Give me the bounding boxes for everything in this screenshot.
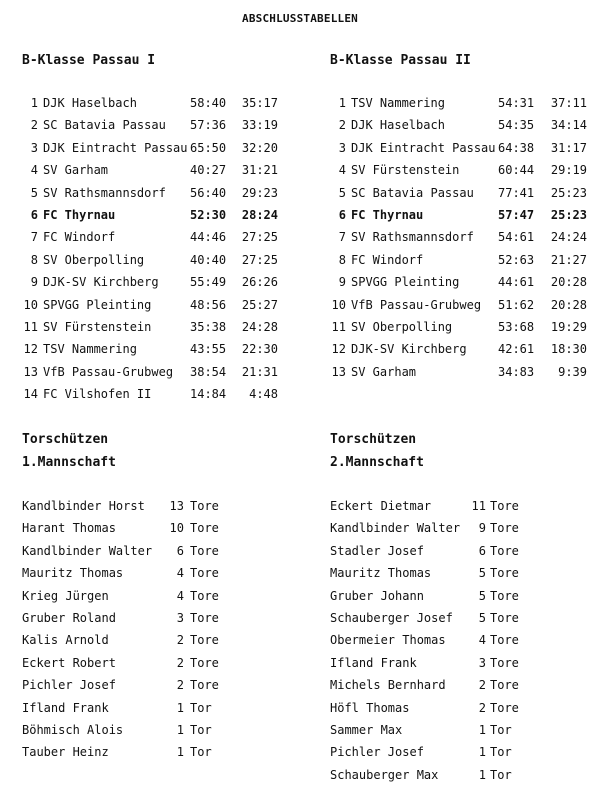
scorer-unit: Tore bbox=[190, 633, 219, 648]
page-title: ABSCHLUSSTABELLEN bbox=[242, 12, 358, 25]
team-cell: SV Rathsmannsdorf bbox=[351, 230, 474, 245]
scorers-list bbox=[330, 499, 600, 790]
scorer-unit: Tore bbox=[490, 678, 519, 693]
team-cell: TSV Nammering bbox=[43, 342, 137, 357]
rank-cell: 12 bbox=[23, 342, 38, 357]
points-cell: 24:28 bbox=[241, 319, 278, 334]
rank-cell: 12 bbox=[331, 342, 346, 357]
table-row bbox=[330, 118, 600, 140]
scorer-name: Stadler Josef bbox=[330, 543, 424, 558]
team-cell: SV Oberpolling bbox=[43, 252, 145, 267]
scorer-name: Obermeier Thomas bbox=[330, 633, 446, 648]
table-row bbox=[330, 320, 600, 342]
table-row bbox=[22, 118, 292, 140]
points-cell: 25:23 bbox=[550, 185, 587, 200]
rank-cell: 10 bbox=[23, 297, 38, 312]
rank-cell: 2 bbox=[30, 118, 38, 133]
team-cell: SV Rathsmannsdorf bbox=[43, 185, 166, 200]
scorer-unit: Tor bbox=[490, 767, 512, 782]
team-cell: FC Vilshofen II bbox=[43, 387, 152, 402]
list-item bbox=[22, 701, 312, 723]
goals-cell: 58:40 bbox=[190, 96, 227, 110]
scorer-name: Kandlbinder Walter bbox=[22, 543, 153, 558]
team-cell: FC Windorf bbox=[351, 252, 424, 267]
scorer-unit: Tore bbox=[190, 588, 219, 603]
scorers-subheading: 2.Mannschaft bbox=[330, 455, 424, 470]
list-item bbox=[22, 633, 312, 655]
scorer-unit: Tore bbox=[490, 499, 519, 513]
goals-cell: 44:46 bbox=[190, 230, 227, 245]
scorer-unit: Tore bbox=[490, 610, 519, 625]
scorer-unit: Tore bbox=[490, 633, 519, 648]
table-row bbox=[330, 230, 600, 252]
team-cell: FC Windorf bbox=[43, 230, 116, 245]
scorer-count: 4 bbox=[478, 633, 486, 648]
scorers-heading: Torschützen bbox=[330, 432, 417, 447]
list-item bbox=[330, 745, 600, 767]
scorer-count: 1 bbox=[176, 745, 184, 760]
team-cell: FC Thyrnau bbox=[351, 207, 424, 222]
scorer-name: Gruber Johann bbox=[330, 588, 424, 603]
scorer-name: Ifland Frank bbox=[22, 700, 109, 715]
scorer-count: 13 bbox=[169, 499, 184, 513]
scorer-unit: Tor bbox=[190, 700, 212, 715]
points-cell: 29:23 bbox=[241, 185, 278, 200]
league-heading: B-Klasse Passau II bbox=[330, 53, 471, 68]
table-row bbox=[22, 253, 292, 275]
rank-cell: 1 bbox=[338, 96, 346, 110]
list-item bbox=[330, 544, 600, 566]
goals-cell: 52:63 bbox=[498, 252, 535, 267]
goals-cell: 64:38 bbox=[498, 140, 535, 155]
rank-cell: 6 bbox=[30, 207, 38, 222]
table-row bbox=[22, 320, 292, 342]
goals-cell: 57:36 bbox=[190, 118, 227, 133]
scorer-count: 1 bbox=[176, 700, 184, 715]
list-item bbox=[22, 544, 312, 566]
rank-cell: 6 bbox=[338, 207, 346, 222]
scorer-name: Pichler Josef bbox=[330, 745, 424, 760]
goals-cell: 35:38 bbox=[190, 319, 227, 334]
goals-cell: 42:61 bbox=[498, 342, 535, 357]
scorer-unit: Tore bbox=[490, 566, 519, 581]
scorer-name: Kandlbinder Walter bbox=[330, 521, 461, 536]
list-item bbox=[330, 566, 600, 588]
goals-cell: 77:41 bbox=[498, 185, 535, 200]
scorer-count: 2 bbox=[176, 678, 184, 693]
points-cell: 34:14 bbox=[550, 118, 587, 133]
team-cell: SV Oberpolling bbox=[351, 319, 453, 334]
list-item bbox=[22, 656, 312, 678]
team-cell: FC Thyrnau bbox=[43, 207, 116, 222]
team-cell: SC Batavia Passau bbox=[43, 118, 166, 133]
scorer-unit: Tore bbox=[490, 655, 519, 670]
goals-cell: 52:30 bbox=[190, 207, 227, 222]
team-cell: SPVGG Pleinting bbox=[351, 275, 460, 290]
points-cell: 20:28 bbox=[550, 275, 587, 290]
table-row bbox=[22, 96, 292, 118]
scorer-count: 4 bbox=[176, 566, 184, 581]
scorer-count: 1 bbox=[176, 722, 184, 737]
scorer-count: 2 bbox=[478, 678, 486, 693]
team-cell: DJK-SV Kirchberg bbox=[43, 275, 159, 290]
scorer-count: 1 bbox=[478, 745, 486, 760]
league-column-1 bbox=[22, 0, 312, 799]
list-item bbox=[330, 701, 600, 723]
scorer-unit: Tor bbox=[490, 722, 512, 737]
table-row bbox=[22, 186, 292, 208]
points-cell: 9:39 bbox=[558, 364, 587, 379]
goals-cell: 54:31 bbox=[498, 96, 535, 110]
scorer-unit: Tore bbox=[490, 543, 519, 558]
scorer-name: Ifland Frank bbox=[330, 655, 417, 670]
rank-cell: 2 bbox=[338, 118, 346, 133]
scorer-name: Kalis Arnold bbox=[22, 633, 109, 648]
rank-cell: 5 bbox=[30, 185, 38, 200]
points-cell: 4:48 bbox=[249, 387, 278, 402]
rank-cell: 10 bbox=[331, 297, 346, 312]
scorer-name: Pichler Josef bbox=[22, 678, 116, 693]
rank-cell: 11 bbox=[23, 319, 38, 334]
points-cell: 20:28 bbox=[550, 297, 587, 312]
scorer-name: Mauritz Thomas bbox=[330, 566, 432, 581]
goals-cell: 14:84 bbox=[190, 387, 227, 402]
goals-cell: 40:27 bbox=[190, 163, 227, 178]
scorer-count: 10 bbox=[169, 521, 184, 536]
rank-cell: 4 bbox=[338, 163, 346, 178]
points-cell: 31:17 bbox=[550, 140, 587, 155]
list-item bbox=[330, 723, 600, 745]
scorer-count: 1 bbox=[478, 722, 486, 737]
points-cell: 19:29 bbox=[550, 319, 587, 334]
league-table bbox=[22, 96, 292, 409]
list-item bbox=[330, 499, 600, 521]
goals-cell: 34:83 bbox=[498, 364, 535, 379]
table-row bbox=[22, 342, 292, 364]
points-cell: 37:11 bbox=[550, 96, 587, 110]
points-cell: 21:27 bbox=[550, 252, 587, 267]
scorer-name: Höfl Thomas bbox=[330, 700, 410, 715]
scorer-name: Gruber Roland bbox=[22, 610, 116, 625]
list-item bbox=[22, 589, 312, 611]
team-cell: TSV Nammering bbox=[351, 96, 445, 110]
scorer-unit: Tore bbox=[490, 588, 519, 603]
goals-cell: 57:47 bbox=[498, 207, 535, 222]
table-row bbox=[22, 298, 292, 320]
scorer-name: Sammer Max bbox=[330, 722, 403, 737]
table-row bbox=[330, 298, 600, 320]
table-row bbox=[330, 96, 600, 118]
scorer-name: Krieg Jürgen bbox=[22, 588, 109, 603]
list-item bbox=[22, 723, 312, 745]
table-row bbox=[330, 253, 600, 275]
scorer-name: Eckert Dietmar bbox=[330, 499, 432, 513]
rank-cell: 13 bbox=[23, 364, 38, 379]
goals-cell: 60:44 bbox=[498, 163, 535, 178]
list-item bbox=[330, 656, 600, 678]
team-cell: DJK Eintracht Passau bbox=[43, 140, 188, 155]
scorer-count: 5 bbox=[478, 566, 486, 581]
team-cell: DJK-SV Kirchberg bbox=[351, 342, 467, 357]
list-item bbox=[330, 589, 600, 611]
points-cell: 35:17 bbox=[241, 96, 278, 110]
scorer-unit: Tore bbox=[490, 700, 519, 715]
rank-cell: 3 bbox=[338, 140, 346, 155]
rank-cell: 9 bbox=[30, 275, 38, 290]
scorer-count: 4 bbox=[176, 588, 184, 603]
scorer-count: 6 bbox=[478, 543, 486, 558]
scorer-count: 2 bbox=[176, 655, 184, 670]
team-cell: DJK Eintracht Passau bbox=[351, 140, 496, 155]
table-row bbox=[22, 141, 292, 163]
scorer-unit: Tore bbox=[190, 543, 219, 558]
scorer-count: 5 bbox=[478, 588, 486, 603]
team-cell: SV Garham bbox=[351, 364, 417, 379]
team-cell: SV Fürstenstein bbox=[351, 163, 460, 178]
rank-cell: 1 bbox=[30, 96, 38, 110]
scorer-unit: Tore bbox=[490, 521, 519, 536]
points-cell: 25:27 bbox=[241, 297, 278, 312]
team-cell: SC Batavia Passau bbox=[351, 185, 474, 200]
rank-cell: 4 bbox=[30, 163, 38, 178]
list-item bbox=[330, 678, 600, 700]
table-row bbox=[22, 365, 292, 387]
scorer-count: 9 bbox=[478, 521, 486, 536]
points-cell: 22:30 bbox=[241, 342, 278, 357]
scorer-name: Harant Thomas bbox=[22, 521, 116, 536]
list-item bbox=[22, 678, 312, 700]
table-row bbox=[330, 365, 600, 387]
list-item bbox=[22, 745, 312, 767]
list-item bbox=[330, 611, 600, 633]
team-cell: DJK Haselbach bbox=[351, 118, 445, 133]
points-cell: 32:20 bbox=[241, 140, 278, 155]
table-row bbox=[330, 275, 600, 297]
table-row bbox=[22, 208, 292, 230]
team-cell: SPVGG Pleinting bbox=[43, 297, 152, 312]
table-row bbox=[22, 163, 292, 185]
scorers-subheading: 1.Mannschaft bbox=[22, 455, 116, 470]
table-row bbox=[330, 208, 600, 230]
scorer-name: Michels Bernhard bbox=[330, 678, 446, 693]
rank-cell: 14 bbox=[23, 387, 38, 402]
scorer-unit: Tore bbox=[190, 521, 219, 536]
team-cell: VfB Passau-Grubweg bbox=[43, 364, 174, 379]
scorer-count: 3 bbox=[176, 610, 184, 625]
rank-cell: 7 bbox=[338, 230, 346, 245]
goals-cell: 65:50 bbox=[190, 140, 227, 155]
team-cell: VfB Passau-Grubweg bbox=[351, 297, 482, 312]
scorer-unit: Tore bbox=[190, 610, 219, 625]
goals-cell: 38:54 bbox=[190, 364, 227, 379]
scorer-unit: Tore bbox=[190, 566, 219, 581]
goals-cell: 54:61 bbox=[498, 230, 535, 245]
scorer-name: Tauber Heinz bbox=[22, 745, 109, 760]
table-row bbox=[22, 275, 292, 297]
team-cell: DJK Haselbach bbox=[43, 96, 137, 110]
rank-cell: 8 bbox=[30, 252, 38, 267]
table-row bbox=[330, 141, 600, 163]
list-item bbox=[22, 566, 312, 588]
points-cell: 18:30 bbox=[550, 342, 587, 357]
points-cell: 27:25 bbox=[241, 252, 278, 267]
scorer-count: 2 bbox=[176, 633, 184, 648]
list-item bbox=[330, 633, 600, 655]
goals-cell: 56:40 bbox=[190, 185, 227, 200]
table-row bbox=[22, 387, 292, 409]
goals-cell: 44:61 bbox=[498, 275, 535, 290]
points-cell: 24:24 bbox=[550, 230, 587, 245]
scorer-name: Schauberger Josef bbox=[330, 610, 453, 625]
scorer-count: 2 bbox=[478, 700, 486, 715]
list-item bbox=[22, 611, 312, 633]
scorer-name: Schauberger Max bbox=[330, 767, 439, 782]
goals-cell: 53:68 bbox=[498, 319, 535, 334]
scorer-name: Kandlbinder Horst bbox=[22, 499, 145, 513]
table-row bbox=[330, 342, 600, 364]
scorer-unit: Tor bbox=[490, 745, 512, 760]
scorer-count: 3 bbox=[478, 655, 486, 670]
league-heading: B-Klasse Passau I bbox=[22, 53, 156, 68]
scorer-unit: Tor bbox=[190, 745, 212, 760]
scorer-name: Böhmisch Alois bbox=[22, 722, 124, 737]
rank-cell: 11 bbox=[331, 319, 346, 334]
list-item bbox=[22, 499, 312, 521]
rank-cell: 7 bbox=[30, 230, 38, 245]
goals-cell: 40:40 bbox=[190, 252, 227, 267]
scorer-name: Eckert Robert bbox=[22, 655, 116, 670]
list-item bbox=[330, 521, 600, 543]
league-table bbox=[330, 96, 600, 387]
goals-cell: 48:56 bbox=[190, 297, 227, 312]
team-cell: SV Fürstenstein bbox=[43, 319, 152, 334]
goals-cell: 43:55 bbox=[190, 342, 227, 357]
goals-cell: 55:49 bbox=[190, 275, 227, 290]
list-item bbox=[330, 768, 600, 790]
table-row bbox=[22, 230, 292, 252]
scorers-list bbox=[22, 499, 312, 768]
points-cell: 25:23 bbox=[550, 207, 587, 222]
scorer-count: 11 bbox=[471, 499, 486, 513]
rank-cell: 5 bbox=[338, 185, 346, 200]
points-cell: 27:25 bbox=[241, 230, 278, 245]
scorer-unit: Tor bbox=[190, 722, 212, 737]
points-cell: 31:21 bbox=[241, 163, 278, 178]
team-cell: SV Garham bbox=[43, 163, 109, 178]
scorer-name: Mauritz Thomas bbox=[22, 566, 124, 581]
table-row bbox=[330, 163, 600, 185]
list-item bbox=[22, 521, 312, 543]
scorers-heading: Torschützen bbox=[22, 432, 109, 447]
scorer-unit: Tore bbox=[190, 499, 219, 513]
table-row bbox=[330, 186, 600, 208]
rank-cell: 9 bbox=[338, 275, 346, 290]
scorer-count: 5 bbox=[478, 610, 486, 625]
points-cell: 21:31 bbox=[241, 364, 278, 379]
goals-cell: 54:35 bbox=[498, 118, 535, 133]
scorer-count: 6 bbox=[176, 543, 184, 558]
rank-cell: 3 bbox=[30, 140, 38, 155]
goals-cell: 51:62 bbox=[498, 297, 535, 312]
points-cell: 29:19 bbox=[550, 163, 587, 178]
scorer-count: 1 bbox=[478, 767, 486, 782]
scorer-unit: Tore bbox=[190, 655, 219, 670]
scorer-unit: Tore bbox=[190, 678, 219, 693]
points-cell: 26:26 bbox=[241, 275, 278, 290]
points-cell: 28:24 bbox=[241, 207, 278, 222]
league-column-2 bbox=[330, 0, 600, 799]
points-cell: 33:19 bbox=[241, 118, 278, 133]
rank-cell: 13 bbox=[331, 364, 346, 379]
rank-cell: 8 bbox=[338, 252, 346, 267]
